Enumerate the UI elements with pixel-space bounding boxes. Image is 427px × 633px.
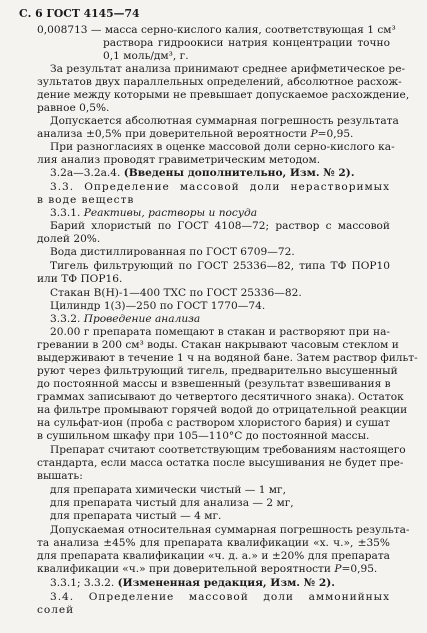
text-line [37,194,134,207]
text-run: Допускается абсолютная суммарная погрешность результата [50,115,399,127]
text-run: лия анализ проводят гравиметрическим методом. [37,154,321,166]
text-run: (Введены дополнительно, Изм. № 2). [123,167,355,179]
text-line [37,273,122,286]
text-line [37,604,74,617]
text-line [50,497,294,510]
text-run: Цилиндр 1(3)—250 по ГОСТ 1770—74. [50,300,266,312]
text-run: на сульфат-ион (проба с раствором хлористого бария) и сушат [37,417,390,429]
text-run: Препарат считают соответствующим требованиям настоящего [50,444,406,456]
text-run: Реактивы, растворы и посуда [83,207,258,219]
text-line [37,550,390,563]
text-line [37,76,402,89]
text-run: 3.3.1. [50,207,84,219]
text-line [37,537,390,550]
text-run: в воде веществ [37,194,135,206]
text-line [50,207,257,220]
text-run: граммах записывают до четвертого десятичного знака). Остаток [37,391,404,403]
text-line [37,352,418,365]
text-run: За результат анализа принимают среднее арифметическое ре- [50,63,406,75]
text-line [50,141,395,154]
text-run: 20.00 г препарата помещают в стакан и растворяют при на- [50,326,390,338]
page-header: С. 6 ГОСТ 4145—74 [19,7,140,20]
text-line [37,417,390,430]
text-line [50,313,200,326]
text-run: стандарта, если масса остатка после высушивания не будет пре- [37,457,404,469]
text-run: (Измененная редакция, Изм. № 2). [117,577,335,589]
text-run: Стакан В(Н)-1—400 ТХС по ГОСТ 25336—82. [50,287,302,299]
text-run: для препарата чистый для анализа — 2 мг, [50,497,294,509]
text-run: анализа ±0,5% при доверительной вероятности [37,128,311,140]
text-run: 0,1 моль/дм³, г. [103,50,189,62]
text-line [37,24,396,37]
text-run: P [310,128,318,140]
text-run: зультатов двух параллельных определений, абсолютное расхож- [37,76,402,88]
text-run: та анализа ±45% для препарата квалификации «х. ч.», ±35% [37,537,390,549]
text-line [37,102,109,115]
text-line [37,391,404,404]
text-run: 0,008713 — масса серно-кислого калия, соответствующая 1 см³ [37,24,396,36]
text-run: Тигель фильтрующий по ГОСТ 25336—82, типа ТФ ПОР10 [50,260,390,272]
text-run: для препарата квалификации «ч. д. а.» и ±20% для препарата [37,550,390,562]
text-line [37,154,320,167]
text-run: =0,95. [317,128,354,140]
text-run: Допускаемая относительная суммарная погрешность результа- [50,524,410,536]
text-run: 3.4. Определение массовой доли аммонийных [50,591,390,603]
text-line [37,470,83,483]
text-run: 3.3.1; 3.3.2. [50,577,118,589]
text-line [50,484,286,497]
text-run: для препарата химически чистый — 1 мг, [50,484,286,496]
text-run: долей 20%. [37,233,101,245]
text-run: Вода дистиллированная по ГОСТ 6709—72. [50,246,295,258]
text-line [50,260,390,273]
text-line [50,181,390,194]
text-line [50,287,302,300]
text-line [37,404,408,417]
text-line [50,246,295,259]
text-line [103,50,189,63]
text-line [37,430,369,443]
text-line [37,128,353,141]
text-run: для препарата чистый — 4 мг. [50,510,222,522]
text-line [37,339,399,352]
text-line [37,563,377,576]
text-line [37,378,390,391]
text-line [50,326,390,339]
text-run: гревании в 200 см³ воды. Стакан накрывают часовым стеклом и [37,339,399,351]
text-line [50,510,221,523]
text-line [37,457,404,470]
text-run: P [334,563,342,575]
text-line [37,233,100,246]
text-line [50,115,399,128]
text-line [50,300,265,313]
text-run: до постоянной массы и взвешенный (результат взвешивания в [37,378,391,390]
text-run: квалификации «ч.» при доверительной вероятности [37,563,335,575]
text-run: =0,95. [341,563,378,575]
text-run: 3.3. Определение массовой доли нерастворимых [50,181,390,193]
text-line [50,167,355,180]
text-run: дение между которыми не превышает допускаемое расхождение, [37,89,410,101]
text-run: на фильтре промывают горячей водой до отрицательной реакции [37,404,408,416]
text-run: раствора гидроокиси натрия концентрации точно [103,37,390,49]
text-line [50,577,335,590]
text-run: Проведение анализа [83,313,201,325]
text-run: в сушильном шкафу при 105—110°С до постоянной массы. [37,430,370,442]
text-run: выдерживают в течение 1 ч на водяной бане. Затем раствор фильт- [37,352,418,364]
text-run: солей [37,604,75,616]
text-line [50,220,390,233]
text-run: 3.2а—3.2а.4. [50,167,124,179]
text-line [50,524,410,537]
text-run: равное 0,5%. [37,102,110,114]
text-run: или ТФ ПОР16. [37,273,123,285]
text-line [37,89,410,102]
text-run: При разногласиях в оценке массовой доли серно-кислого ка- [50,141,395,153]
text-line [50,63,406,76]
text-line [50,591,390,604]
text-line [103,37,390,50]
text-line [37,365,398,378]
text-run: вышать: [37,470,83,482]
text-run: руют через фильтрующий тигель, предварительно высушенный [37,365,398,377]
text-run: Барий хлористый по ГОСТ 4108—72; раствор с массовой [50,220,390,232]
text-line [50,444,406,457]
text-run: 3.3.2. [50,313,84,325]
